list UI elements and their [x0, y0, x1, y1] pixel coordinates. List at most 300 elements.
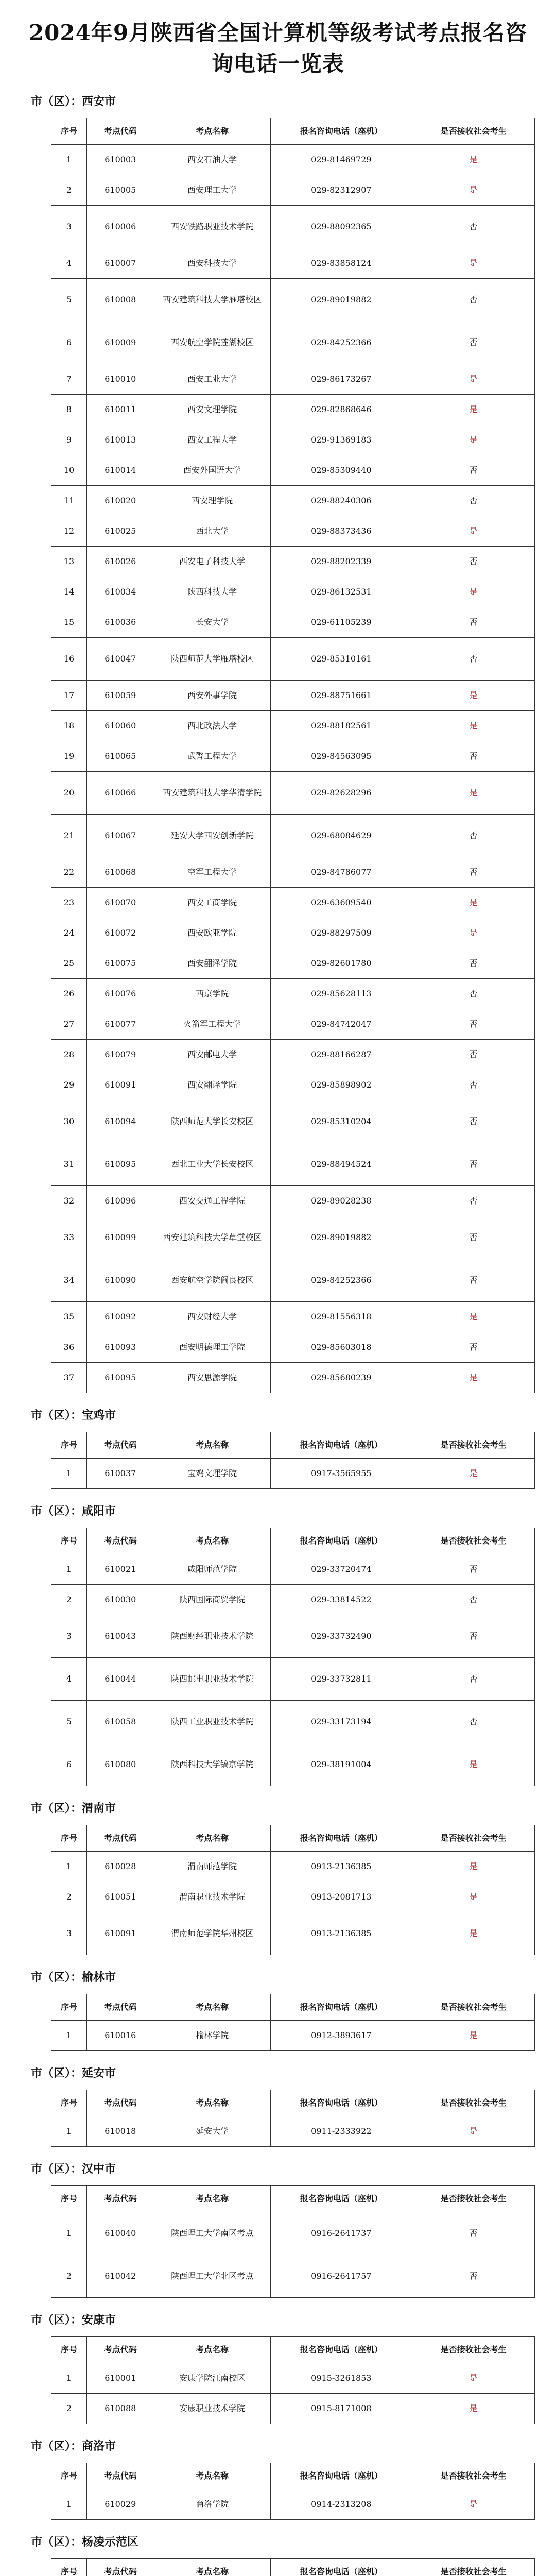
table-row: [51, 1259, 535, 1302]
column-header: 是否接收社会考生: [412, 2090, 535, 2116]
column-header: 考点名称: [154, 2090, 270, 2116]
column-header: 报名咨询电话（座机）: [270, 1432, 412, 1459]
site-code: 610037: [86, 1459, 154, 1489]
site-name: 西安工商学院: [154, 888, 270, 918]
table-header-row: [51, 2186, 535, 2212]
accepts-public: 否: [412, 486, 535, 516]
site-name: 西安思源学院: [154, 1363, 270, 1393]
site-name: 延安大学西安创新学院: [154, 815, 270, 857]
row-index: 34: [51, 1259, 87, 1302]
site-code: 610091: [86, 1912, 154, 1955]
exam-site-table: [51, 2336, 535, 2424]
phone-number: 0917-3565955: [270, 1459, 412, 1489]
site-code: 610096: [86, 1186, 154, 1216]
row-index: 1: [51, 1554, 87, 1585]
site-code: 610021: [86, 1554, 154, 1585]
row-index: 28: [51, 1040, 87, 1070]
accepts-public: 是: [412, 918, 535, 948]
table-row: [51, 1615, 535, 1658]
site-name: 西安石油大学: [154, 145, 270, 175]
site-name: 西安财经大学: [154, 1302, 270, 1332]
site-name: 渭南职业技术学院: [154, 1882, 270, 1912]
column-header: 报名咨询电话（座机）: [270, 118, 412, 145]
row-index: 18: [51, 711, 87, 741]
table-row: [51, 815, 535, 857]
table-row: [51, 948, 535, 979]
column-header: 是否接收社会考生: [412, 1432, 535, 1459]
column-header: 考点代码: [86, 1994, 154, 2021]
accepts-public: 否: [412, 547, 535, 577]
accepts-public: 是: [412, 1302, 535, 1332]
table-row: [51, 2363, 535, 2394]
accepts-public: 是: [412, 577, 535, 607]
table-row: [51, 1302, 535, 1332]
row-index: 20: [51, 772, 87, 815]
table-row: [51, 516, 535, 547]
phone-number: 0914-2313208: [270, 2489, 412, 2520]
row-index: 11: [51, 486, 87, 516]
accepts-public: 否: [412, 1701, 535, 1743]
accepts-public: 否: [412, 1332, 535, 1363]
site-code: 610075: [86, 948, 154, 979]
column-header: 考点代码: [86, 2337, 154, 2363]
site-name: 安康学院江南校区: [154, 2363, 270, 2394]
exam-site-table: [51, 2463, 535, 2520]
site-code: 610076: [86, 979, 154, 1009]
site-code: 610095: [86, 1143, 154, 1186]
row-index: 13: [51, 547, 87, 577]
table-row: [51, 1040, 535, 1070]
site-name: 陕西师范大学雁塔校区: [154, 638, 270, 681]
table-row: [51, 577, 535, 607]
column-header: 考点名称: [154, 2559, 270, 2576]
row-index: 17: [51, 681, 87, 711]
accepts-public: 否: [412, 2212, 535, 2255]
table-header-row: [51, 1825, 535, 1852]
site-code: 610018: [86, 2116, 154, 2147]
site-name: 西安工业大学: [154, 364, 270, 395]
column-header: 考点代码: [86, 2463, 154, 2489]
column-header: 考点代码: [86, 1825, 154, 1852]
accepts-public: 否: [412, 1186, 535, 1216]
table-header-row: [51, 2463, 535, 2489]
table-row: [51, 1882, 535, 1912]
phone-number: 029-89019882: [270, 1216, 412, 1259]
site-code: 610009: [86, 321, 154, 364]
table-row: [51, 547, 535, 577]
phone-number: 0916-2641737: [270, 2212, 412, 2255]
table-row: [51, 918, 535, 948]
site-name: 西北大学: [154, 516, 270, 547]
site-code: 610030: [86, 1585, 154, 1615]
site-code: 610028: [86, 1852, 154, 1882]
phone-number: 029-86132531: [270, 577, 412, 607]
column-header: 是否接收社会考生: [412, 2463, 535, 2489]
site-code: 610029: [86, 2489, 154, 2520]
site-name: 陕西理工大学南区考点: [154, 2212, 270, 2255]
site-name: 西安工程大学: [154, 425, 270, 455]
table-row: [51, 1186, 535, 1216]
row-index: 5: [51, 1701, 87, 1743]
row-index: 26: [51, 979, 87, 1009]
accepts-public: 是: [412, 772, 535, 815]
row-index: 3: [51, 206, 87, 248]
site-code: 610020: [86, 486, 154, 516]
site-code: 610091: [86, 1070, 154, 1100]
column-header: 报名咨询电话（座机）: [270, 2463, 412, 2489]
site-name: 陕西科技大学: [154, 577, 270, 607]
column-header: 序号: [51, 1825, 87, 1852]
exam-site-table: [51, 1994, 535, 2051]
site-name: 西安理学院: [154, 486, 270, 516]
table-row: [51, 1585, 535, 1615]
column-header: 是否接收社会考生: [412, 2186, 535, 2212]
table-row: [51, 1658, 535, 1701]
row-index: 32: [51, 1186, 87, 1216]
site-name: 陕西工业职业技术学院: [154, 1701, 270, 1743]
site-code: 610060: [86, 711, 154, 741]
site-code: 610058: [86, 1701, 154, 1743]
phone-number: 029-85603018: [270, 1332, 412, 1363]
accepts-public: 否: [412, 206, 535, 248]
table-row: [51, 1363, 535, 1393]
phone-number: 029-88297509: [270, 918, 412, 948]
site-name: 西安科技大学: [154, 248, 270, 279]
table-row: [51, 2021, 535, 2051]
column-header: 考点名称: [154, 1825, 270, 1852]
site-code: 610051: [86, 1882, 154, 1912]
site-code: 610059: [86, 681, 154, 711]
row-index: 1: [51, 2116, 87, 2147]
accepts-public: 否: [412, 1585, 535, 1615]
table-row: [51, 395, 535, 425]
row-index: 27: [51, 1009, 87, 1040]
column-header: 序号: [51, 118, 87, 145]
section-title: 市（区）：安康市: [31, 2313, 116, 2327]
table-row: [51, 486, 535, 516]
row-index: 8: [51, 395, 87, 425]
section-title: 市（区）：宝鸡市: [31, 1409, 116, 1422]
site-name: 西安明德理工学院: [154, 1332, 270, 1363]
phone-number: 029-85628113: [270, 979, 412, 1009]
row-index: 4: [51, 248, 87, 279]
accepts-public: 是: [412, 1882, 535, 1912]
phone-number: 029-85310204: [270, 1100, 412, 1143]
site-code: 610066: [86, 772, 154, 815]
row-index: 1: [51, 1852, 87, 1882]
row-index: 7: [51, 364, 87, 395]
accepts-public: 是: [412, 2394, 535, 2424]
accepts-public: 否: [412, 1040, 535, 1070]
site-name: 延安大学: [154, 2116, 270, 2147]
site-code: 610067: [86, 815, 154, 857]
column-header: 报名咨询电话（座机）: [270, 2337, 412, 2363]
exam-site-table: [51, 1528, 535, 1786]
site-name: 西京学院: [154, 979, 270, 1009]
column-header: 考点名称: [154, 1528, 270, 1554]
accepts-public: 否: [412, 2255, 535, 2298]
phone-number: 0915-8171008: [270, 2394, 412, 2424]
table-row: [51, 364, 535, 395]
phone-number: 029-85309440: [270, 455, 412, 486]
table-row: [51, 681, 535, 711]
accepts-public: 是: [412, 175, 535, 206]
site-code: 610079: [86, 1040, 154, 1070]
column-header: 报名咨询电话（座机）: [270, 1994, 412, 2021]
accepts-public: 否: [412, 1259, 535, 1302]
column-header: 序号: [51, 2337, 87, 2363]
site-code: 610007: [86, 248, 154, 279]
table-row: [51, 2212, 535, 2255]
exam-site-table: [51, 2185, 535, 2298]
phone-number: 0913-2081713: [270, 1882, 412, 1912]
document-title: 2024年9月陕西省全国计算机等级考试考点报名咨询电话一览表: [28, 20, 528, 76]
row-index: 21: [51, 815, 87, 857]
site-name: 陕西师范大学长安校区: [154, 1100, 270, 1143]
site-code: 610042: [86, 2255, 154, 2298]
site-code: 610072: [86, 918, 154, 948]
site-code: 610036: [86, 607, 154, 638]
phone-number: 029-89019882: [270, 279, 412, 321]
site-name: 安康职业技术学院: [154, 2394, 270, 2424]
site-code: 610025: [86, 516, 154, 547]
site-name: 西安翻译学院: [154, 1070, 270, 1100]
row-index: 1: [51, 2021, 87, 2051]
table-header-row: [51, 2090, 535, 2116]
section-title: 市（区）：杨凌示范区: [31, 2535, 139, 2549]
column-header: 序号: [51, 2463, 87, 2489]
phone-number: 029-88373436: [270, 516, 412, 547]
exam-site-table: [51, 2558, 535, 2576]
section-title: 市（区）：汉中市: [31, 2162, 116, 2176]
site-code: 610034: [86, 577, 154, 607]
row-index: 1: [51, 2212, 87, 2255]
phone-number: 029-85680239: [270, 1363, 412, 1393]
column-header: 序号: [51, 1528, 87, 1554]
phone-number: 029-33732811: [270, 1658, 412, 1701]
phone-number: 0911-2333922: [270, 2116, 412, 2147]
table-row: [51, 1009, 535, 1040]
phone-number: 029-38191004: [270, 1743, 412, 1786]
table-row: [51, 248, 535, 279]
site-name: 西安理工大学: [154, 175, 270, 206]
phone-number: 029-68084629: [270, 815, 412, 857]
site-name: 西安交通工程学院: [154, 1186, 270, 1216]
site-name: 西北工业大学长安校区: [154, 1143, 270, 1186]
row-index: 19: [51, 741, 87, 772]
site-code: 610080: [86, 1743, 154, 1786]
section-title: 市（区）：榆林市: [31, 1971, 116, 1984]
site-code: 610010: [86, 364, 154, 395]
site-code: 610008: [86, 279, 154, 321]
phone-number: 029-88092365: [270, 206, 412, 248]
accepts-public: 是: [412, 1743, 535, 1786]
column-header: 考点代码: [86, 2090, 154, 2116]
row-index: 2: [51, 1585, 87, 1615]
accepts-public: 是: [412, 1912, 535, 1955]
table-header-row: [51, 2337, 535, 2363]
phone-number: 029-33732490: [270, 1615, 412, 1658]
column-header: 考点代码: [86, 118, 154, 145]
column-header: 考点代码: [86, 1528, 154, 1554]
site-code: 610077: [86, 1009, 154, 1040]
row-index: 35: [51, 1302, 87, 1332]
accepts-public: 否: [412, 1615, 535, 1658]
site-name: 西安建筑科技大学华清学院: [154, 772, 270, 815]
row-index: 30: [51, 1100, 87, 1143]
accepts-public: 是: [412, 425, 535, 455]
table-row: [51, 2255, 535, 2298]
accepts-public: 是: [412, 1363, 535, 1393]
accepts-public: 否: [412, 857, 535, 888]
site-code: 610016: [86, 2021, 154, 2051]
site-code: 610044: [86, 1658, 154, 1701]
site-name: 陕西国际商贸学院: [154, 1585, 270, 1615]
row-index: 10: [51, 455, 87, 486]
accepts-public: 否: [412, 638, 535, 681]
site-name: 陕西理工大学北区考点: [154, 2255, 270, 2298]
table-row: [51, 638, 535, 681]
accepts-public: 否: [412, 1216, 535, 1259]
table-header-row: [51, 1528, 535, 1554]
phone-number: 029-81469729: [270, 145, 412, 175]
accepts-public: 是: [412, 2489, 535, 2520]
table-row: [51, 979, 535, 1009]
accepts-public: 否: [412, 1658, 535, 1701]
column-header: 考点名称: [154, 2186, 270, 2212]
row-index: 36: [51, 1332, 87, 1363]
accepts-public: 否: [412, 321, 535, 364]
site-code: 610070: [86, 888, 154, 918]
table-row: [51, 857, 535, 888]
row-index: 9: [51, 425, 87, 455]
row-index: 2: [51, 175, 87, 206]
table-row: [51, 1332, 535, 1363]
site-name: 西安欧亚学院: [154, 918, 270, 948]
phone-number: 029-61105239: [270, 607, 412, 638]
phone-number: 029-82312907: [270, 175, 412, 206]
phone-number: 029-88240306: [270, 486, 412, 516]
row-index: 16: [51, 638, 87, 681]
site-name: 咸阳师范学院: [154, 1554, 270, 1585]
phone-number: 029-82601780: [270, 948, 412, 979]
row-index: 15: [51, 607, 87, 638]
phone-number: 029-83858124: [270, 248, 412, 279]
table-row: [51, 772, 535, 815]
site-name: 榆林学院: [154, 2021, 270, 2051]
accepts-public: 是: [412, 516, 535, 547]
column-header: 考点名称: [154, 118, 270, 145]
site-name: 西安外事学院: [154, 681, 270, 711]
phone-number: 029-86173267: [270, 364, 412, 395]
column-header: 报名咨询电话（座机）: [270, 1825, 412, 1852]
column-header: 报名咨询电话（座机）: [270, 2559, 412, 2576]
phone-number: 029-33173194: [270, 1701, 412, 1743]
phone-number: 029-84563095: [270, 741, 412, 772]
site-code: 610003: [86, 145, 154, 175]
accepts-public: 是: [412, 364, 535, 395]
site-name: 西安翻译学院: [154, 948, 270, 979]
row-index: 3: [51, 1912, 87, 1955]
accepts-public: 是: [412, 2363, 535, 2394]
row-index: 25: [51, 948, 87, 979]
phone-number: 0913-2136385: [270, 1852, 412, 1882]
table-header-row: [51, 118, 535, 145]
site-name: 渭南师范学院: [154, 1852, 270, 1882]
column-header: 报名咨询电话（座机）: [270, 2186, 412, 2212]
phone-number: 0913-2136385: [270, 1912, 412, 1955]
row-index: 3: [51, 1615, 87, 1658]
site-code: 610043: [86, 1615, 154, 1658]
table-row: [51, 206, 535, 248]
site-name: 火箭军工程大学: [154, 1009, 270, 1040]
table-row: [51, 711, 535, 741]
site-name: 西安航空学院阎良校区: [154, 1259, 270, 1302]
table-row: [51, 1143, 535, 1186]
column-header: 报名咨询电话（座机）: [270, 2090, 412, 2116]
site-code: 610095: [86, 1363, 154, 1393]
site-name: 西安建筑科技大学雁塔校区: [154, 279, 270, 321]
table-row: [51, 741, 535, 772]
phone-number: 029-89028238: [270, 1186, 412, 1216]
phone-number: 0912-3893617: [270, 2021, 412, 2051]
site-name: 西安电子科技大学: [154, 547, 270, 577]
phone-number: 029-88182561: [270, 711, 412, 741]
table-row: [51, 321, 535, 364]
accepts-public: 是: [412, 248, 535, 279]
row-index: 1: [51, 1459, 87, 1489]
exam-site-table: [51, 2090, 535, 2147]
site-code: 610047: [86, 638, 154, 681]
row-index: 33: [51, 1216, 87, 1259]
row-index: 12: [51, 516, 87, 547]
site-name: 西安文理学院: [154, 395, 270, 425]
row-index: 37: [51, 1363, 87, 1393]
table-row: [51, 145, 535, 175]
accepts-public: 否: [412, 1100, 535, 1143]
accepts-public: 是: [412, 1852, 535, 1882]
site-name: 空军工程大学: [154, 857, 270, 888]
site-name: 西安建筑科技大学草堂校区: [154, 1216, 270, 1259]
row-index: 29: [51, 1070, 87, 1100]
column-header: 序号: [51, 2186, 87, 2212]
column-header: 是否接收社会考生: [412, 118, 535, 145]
site-name: 西北政法大学: [154, 711, 270, 741]
accepts-public: 否: [412, 1143, 535, 1186]
table-header-row: [51, 1432, 535, 1459]
site-code: 610011: [86, 395, 154, 425]
table-row: [51, 2489, 535, 2520]
site-name: 西安外国语大学: [154, 455, 270, 486]
row-index: 6: [51, 321, 87, 364]
site-name: 渭南师范学院华州校区: [154, 1912, 270, 1955]
row-index: 24: [51, 918, 87, 948]
row-index: 31: [51, 1143, 87, 1186]
site-name: 西安邮电大学: [154, 1040, 270, 1070]
table-row: [51, 1743, 535, 1786]
table-row: [51, 2394, 535, 2424]
phone-number: 029-84252366: [270, 1259, 412, 1302]
table-header-row: [51, 2559, 535, 2576]
phone-number: 029-81556318: [270, 1302, 412, 1332]
accepts-public: 是: [412, 1459, 535, 1489]
column-header: 是否接收社会考生: [412, 1994, 535, 2021]
row-index: 6: [51, 1743, 87, 1786]
row-index: 4: [51, 1658, 87, 1701]
section-title: 市（区）：延安市: [31, 2066, 116, 2080]
accepts-public: 否: [412, 1554, 535, 1585]
exam-site-table: [51, 118, 535, 1393]
